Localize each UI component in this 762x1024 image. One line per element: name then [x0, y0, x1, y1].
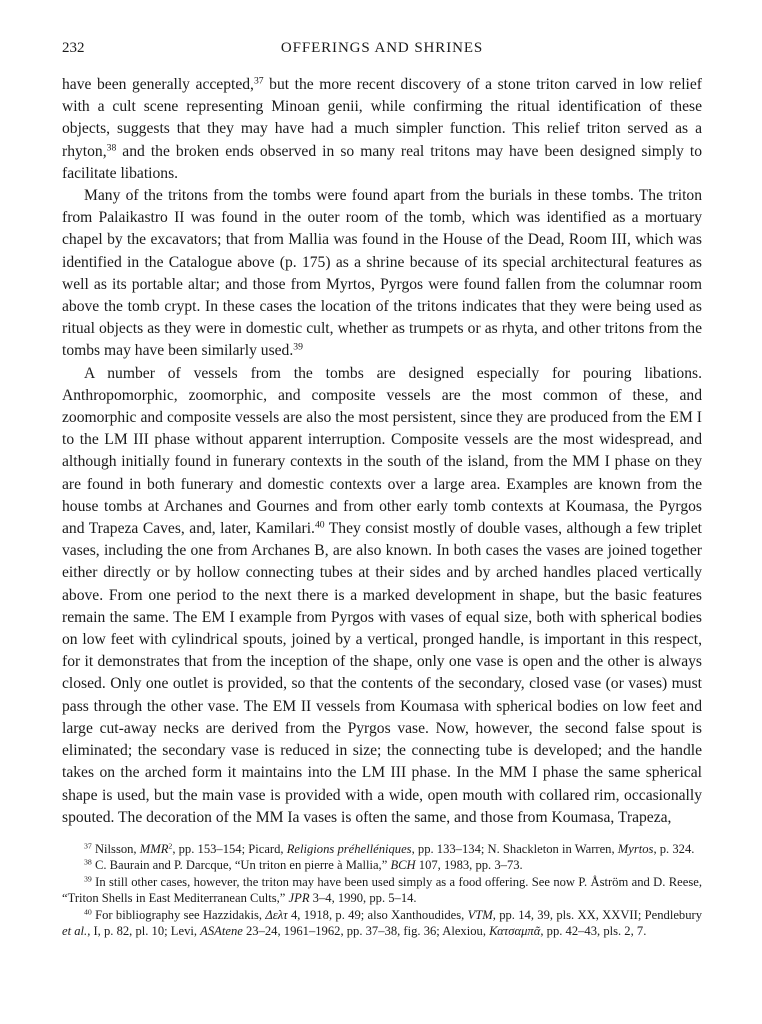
note-ref: 39	[84, 874, 92, 884]
text-run: , pp. 14, 39, pls. XX, XXVII; Pendlebury	[492, 907, 702, 922]
italic-text: Κατσαμπᾶ	[489, 924, 541, 939]
footnote-38	[62, 857, 702, 874]
page	[62, 40, 702, 940]
italic-text: Δελτ	[265, 907, 288, 922]
text-run: Nilsson,	[91, 841, 140, 856]
body-text	[62, 74, 702, 829]
text-run: 4, 1918, p. 49; also Xanthoudides,	[287, 907, 468, 922]
paragraph	[62, 74, 702, 185]
text-run: Many of the tritons from the tombs were found apart from the burials in these tombs. The triton from Palaikastro II was found in the outer room of the tomb, which was identified as a mortuary chapel by the excavators; that from Mallia was found in the House of the Dead, Room III, which was identified in the Catalogue above (p. 175) as a shrine because of its special architectural features as well as its portable altar; and those from Myrtos, Pyrgos were found fallen from the columnar room above the tomb crypt. In these cases the location of the tritons indicates that they were being used as ritual objects as they were in domestic cult, whether as trumpets or as rhyta, and other tritons from the tombs may have been similarly used.	[62, 187, 702, 360]
footnotes	[62, 841, 702, 940]
italic-text: Myrtos	[617, 841, 654, 856]
italic-text: MMR	[139, 841, 169, 856]
text-run: They consist mostly of double vases, although a few triplet vases, including the one from Archanes B, are also known. In both cases the vases are joined together either directly or by hollow connecting tubes at their sides and by arched handles placed vertically above. From one period to the next there is a marked development in shape, but the basic features remain the same. The EM I example from Pyrgos with vases of equal size, both with spherical bodies on low feet with cylindrical spouts, joined by a vertical, pronged handle, is important in this respect, for it demonstrates that from the inception of the shape, only one vase is open and the other is always closed. Only one outlet is provided, so that the contents of the secondary, closed vase (or vases) must pass through the other vase. The EM II vessels from Koumasa with spherical bodies on low feet and large cut-away necks are derived from the Pyrgos vase. Now, however, the second false spout is eliminated; the secondary vase is reduced in size; the connecting tube is developed; and the handle takes on the arched form it maintains into the LM III phase. In the MM I phase the same spherical shape is used, but the main vase is provided with a wide, open mouth with collared rim, occasionally spouted. The decoration of the MM Ia vases is often the same, and those from Koumasa, Trapeza,	[62, 520, 703, 826]
page-number: 232	[62, 40, 85, 56]
italic-text: Religions préhelléniques	[286, 841, 412, 856]
note-ref: 37	[84, 841, 92, 851]
note-ref: 38	[84, 858, 92, 868]
text-run: In still other cases, however, the triton may have been used simply as a food offering. See now P. Åström and D. Reese, “Triton Shells in East Mediterranean Cults,”	[62, 874, 702, 906]
footnote-40	[62, 907, 702, 940]
note-ref: 39	[293, 342, 303, 354]
note-ref: 38	[106, 142, 117, 154]
footnote-37	[62, 841, 702, 858]
text-run: and the broken ends observed in so many real tritons may have been designed simply to facilitate libations.	[62, 142, 702, 182]
text-run: have been generally accepted,	[62, 76, 254, 93]
running-title: OFFERINGS AND SHRINES	[280, 40, 484, 56]
text-run: , pp. 153–154; Picard,	[172, 841, 287, 856]
text-run: 107, 1983, pp. 3–73.	[415, 858, 523, 873]
text-run: , p. 324.	[653, 841, 695, 856]
paragraph	[62, 363, 702, 829]
footnote-39	[62, 874, 702, 907]
text-run: 3–4, 1990, pp. 5–14.	[309, 891, 417, 906]
text-run: , I, p. 82, pl. 10; Levi,	[87, 924, 201, 939]
text-run: but the more recent discovery of a stone triton carved in low relief with a cult scene representing Minoan genii, while confirming the ritual identification of these objects, suggests that they may have had a much simpler function. This relief triton served as a rhyton,	[62, 76, 702, 160]
note-ref: 40	[314, 519, 325, 531]
paragraph	[62, 185, 702, 363]
note-ref: 2	[168, 841, 173, 851]
text-run: 23–24, 1961–1962, pp. 37–38, fig. 36; Alexiou,	[242, 924, 490, 939]
text-run: C. Baurain and P. Darcque, “Un triton en pierre à Mallia,”	[91, 858, 391, 873]
note-ref: 37	[253, 75, 264, 87]
italic-text: BCH	[390, 858, 416, 873]
italic-text: VTM	[467, 907, 493, 922]
text-run: A number of vessels from the tombs are designed especially for pouring libations. Anthropomorphic, zoomorphic, and composite vessels are the most common of these, and zoomorphic and composite vessels are also the most persistent, since they are produced from the EM I to the LM III phase without apparent interruption. Composite vessels are the most widespread, and although initially found in funerary contexts in the south of the island, from the MM I phase on they are found in both funerary and domestic contexts over a large area. Examples are known from the house tombs at Archanes and Gournes and from other early tomb contexts at Koumasa, the Pyrgos and Trapeza Caves, and, later, Kamilari.	[62, 364, 702, 538]
italic-text: ASAtene	[200, 924, 243, 939]
italic-text: et al.	[62, 924, 88, 939]
text-run: For bibliography see Hazzidakis,	[91, 907, 266, 922]
running-head	[62, 40, 702, 62]
note-ref: 40	[84, 907, 92, 917]
text-run: , pp. 133–134; N. Shackleton in Warren,	[411, 841, 618, 856]
text-run: , pp. 42–43, pls. 2, 7.	[540, 924, 647, 939]
italic-text: JPR	[288, 891, 310, 906]
